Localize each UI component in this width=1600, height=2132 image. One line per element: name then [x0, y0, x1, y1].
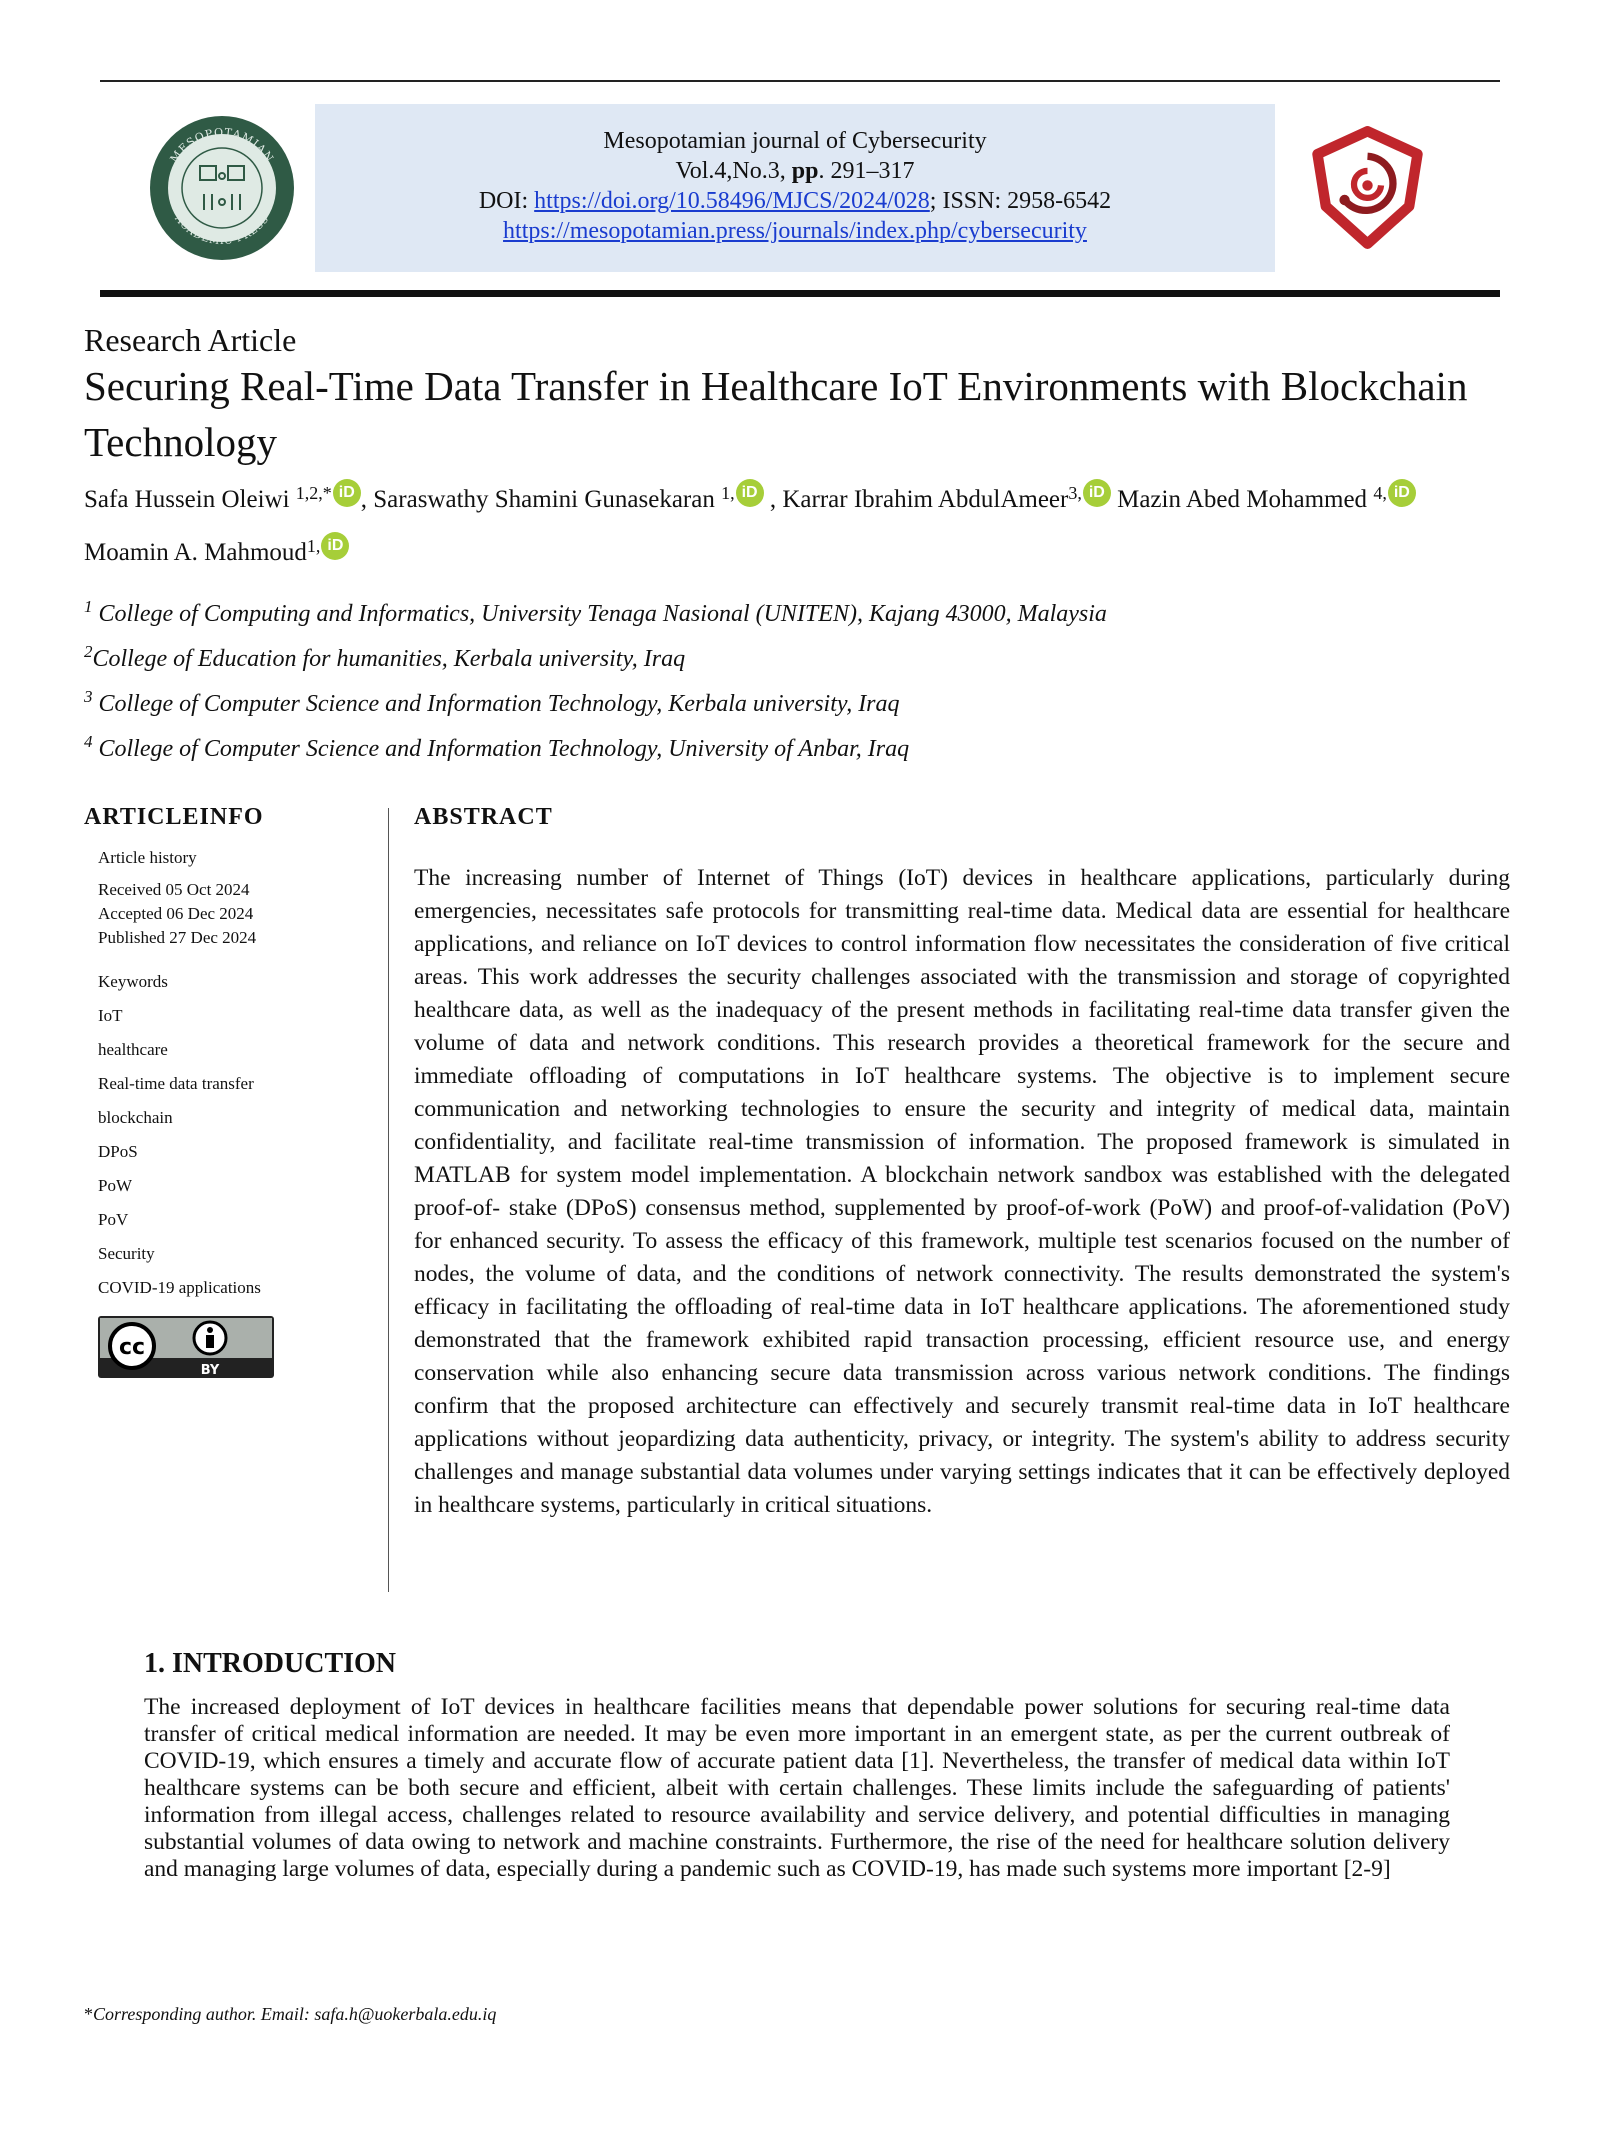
- author-name: Moamin A. Mahmoud: [84, 539, 307, 566]
- orcid-icon[interactable]: iD: [333, 479, 361, 507]
- keyword-item: blockchain: [98, 1108, 173, 1127]
- affiliation-item: $^2$College of Education for humanities, Kerbala university, Iraq: [84, 642, 686, 672]
- svg-text:cc: cc: [118, 1335, 146, 1360]
- affiliation-item: $^1$ College of Computing and Informatics, University Tenaga Nasional (UNITEN), Kajang 43000, Malaysia: [84, 597, 1107, 627]
- orcid-icon[interactable]: iD: [1083, 479, 1111, 507]
- author-name: Karrar Ibrahim AbdulAmeer: [782, 486, 1069, 513]
- volume-pages: [315, 156, 1275, 186]
- keyword-item: PoV: [98, 1210, 129, 1229]
- journal-shield-logo: [1305, 125, 1430, 250]
- keyword-item: IoT: [98, 1006, 123, 1025]
- column-divider: [388, 808, 389, 1592]
- license-badge-label: BY: [200, 1363, 220, 1378]
- author-affiliation-mark: 1,2,*: [295, 483, 332, 503]
- orcid-icon[interactable]: iD: [736, 479, 764, 507]
- svg-text:MESOPOTAMIAN: MESOPOTAMIAN: [167, 125, 277, 166]
- keywords-label: Keywords: [98, 972, 168, 991]
- keyword-item: healthcare: [98, 1040, 168, 1059]
- page-range: . 291–317: [818, 158, 915, 184]
- pp-label: pp: [791, 158, 819, 184]
- doi-line: [315, 186, 1275, 216]
- svg-text:ACADEMIC PRESS: ACADEMIC PRESS: [172, 213, 272, 248]
- header-bottom-rule: [100, 290, 1500, 297]
- corresponding-author-footnote: [84, 2004, 496, 2025]
- volume-issue: Vol.4,No.3,: [675, 158, 792, 184]
- author-name: Safa Hussein Oleiwi: [84, 486, 296, 513]
- introduction-body: The increased deployment of IoT devices in healthcare facilities means that dependable power solutions for securing real-time data transfer of critical medical information are needed. It may be even more important in an emergent state, as per the current outbreak of COVID-19, which ensures a timely and accurate flow of accurate patient data [1]. Nevertheless, the transfer of medical data within IoT healthcare systems can be both secure and efficient, albeit with certain challenges. These limits include the safeguarding of patients' information from illegal access, challenges related to resource availability and service delivery, and potential difficulties in managing substantial volumes of data owing to network and machine constraints. Furthermore, the rise of the need for healthcare solution delivery and managing large volumes of data, especially during a pandemic such as COVID-19, has made such systems more important [2-9]: [144, 1694, 1450, 1882]
- cc-by-license-badge[interactable]: [98, 1316, 274, 1378]
- keyword-item: PoW: [98, 1176, 132, 1195]
- history-label: Article history: [98, 848, 197, 867]
- journal-header-box: [315, 104, 1275, 272]
- abstract-heading: ABSTRACT: [414, 804, 553, 830]
- doi-link[interactable]: https://doi.org/10.58496/MJCS/2024/028: [534, 188, 930, 214]
- journal-url-link[interactable]: https://mesopotamian.press/journals/index.php/cybersecurity: [503, 218, 1087, 244]
- orcid-icon[interactable]: iD: [1388, 479, 1416, 507]
- orcid-icon[interactable]: iD: [321, 532, 349, 560]
- published-date: Published 27 Dec 2024: [98, 928, 257, 947]
- paper-title: Securing Real-Time Data Transfer in Healthcare IoT Environments with Blockchain Technology: [84, 363, 1468, 465]
- author-name: Mazin Abed Mohammed: [1117, 486, 1374, 513]
- abstract-body: The increasing number of Internet of Things (IoT) devices in healthcare applications, particularly during emergencies, necessitates safe protocols for transmitting real-time data. Medical data are essential for healthcare applications, and reliance on IoT devices to control information flow necessitates the consideration of five critical areas. This work addresses the security challenges associated with the transmission and storage of copyrighted healthcare data, as well as the inadequacy of the present methods in facilitating real-time data transfer given the volume of data and network conditions. This research provides a theoretical framework for the secure and immediate offloading of computations in IoT healthcare systems. The objective is to implement secure communication and networking technologies to ensure the security and integrity of medical data, maintain confidentiality, and facilitate real-time transmission of information. The proposed framework is simulated in MATLAB for system model implementation. A blockchain network sandbox was established with the delegated proof-of- stake (DPoS) consensus method, supplemented by proof-of-work (PoW) and proof-of-validation (PoV) for enhanced security. To assess the efficacy of this framework, multiple test scenarios focused on the number of nodes, the volume of data, and the conditions of network connectivity. The results demonstrated the system's efficacy in facilitating the offloading of real-time data in IoT healthcare applications. The aforementioned study demonstrated that the framework exhibited rapid transaction processing, efficient resource use, and energy conservation while also enhancing secure data transmission across various network conditions. The findings confirm that the proposed architecture can effectively and securely transmit real-time data in IoT healthcare applications without jeopardizing data authenticity, privacy, or integrity. The system's ability to address security challenges and manage substantial data volumes under varying settings indicates that it can be effectively deployed in healthcare systems, particularly in critical situations.: [414, 865, 1510, 1518]
- received-date: Received 05 Oct 2024: [98, 880, 250, 899]
- keyword-item: Security: [98, 1244, 155, 1263]
- publisher-seal-logo: [148, 114, 296, 262]
- keyword-item: COVID-19 applications: [98, 1278, 261, 1297]
- author-affiliation-mark: 1,: [306, 536, 321, 556]
- keyword-item: DPoS: [98, 1142, 138, 1161]
- affiliation-item: $^3$ College of Computer Science and Information Technology, Kerbala university, Iraq: [84, 687, 900, 717]
- issn: ; ISSN: 2958-6542: [929, 188, 1112, 214]
- footnote-text: Corresponding author. Email: safa.h@uokerbala.edu.iq: [93, 2004, 497, 2024]
- top-rule: [100, 80, 1500, 82]
- article-type: Research Article: [84, 322, 297, 358]
- affiliation-list: [84, 588, 1107, 768]
- affiliation-item: $^4$ College of Computer Science and Information Technology, University of Anbar, Iraq: [84, 732, 910, 762]
- keyword-item: Real-time data transfer: [98, 1074, 254, 1093]
- doi-label: DOI:: [478, 188, 535, 214]
- section-heading-introduction: 1. INTRODUCTION: [144, 1648, 397, 1679]
- article-info-heading: ARTICLEINFO: [84, 804, 264, 830]
- accepted-date: Accepted 06 Dec 2024: [98, 904, 254, 923]
- author-affiliation-mark: 3,: [1068, 483, 1082, 503]
- author-list: Safa Hussein Oleiwi $^{1,2,*}$ iD , Saraswathy Shamini Gunasekaran $^{1,}$ iD , Karrar Ibrahim AbdulAmeer$^{3,}$ iD Mazin Abed Mohammed $^{4,}$ iD Moamin A. Mahmoud$^{1,}$ iD: [84, 470, 1534, 576]
- author-name: Saraswathy Shamini Gunasekaran: [373, 486, 722, 513]
- cc-by-icon: [98, 1316, 274, 1378]
- author-affiliation-mark: 1,: [721, 483, 735, 503]
- author-affiliation-mark: 4,: [1373, 483, 1387, 503]
- footnote-mark: *: [84, 2004, 93, 2024]
- journal-name: Mesopotamian journal of Cybersecurity: [603, 128, 987, 154]
